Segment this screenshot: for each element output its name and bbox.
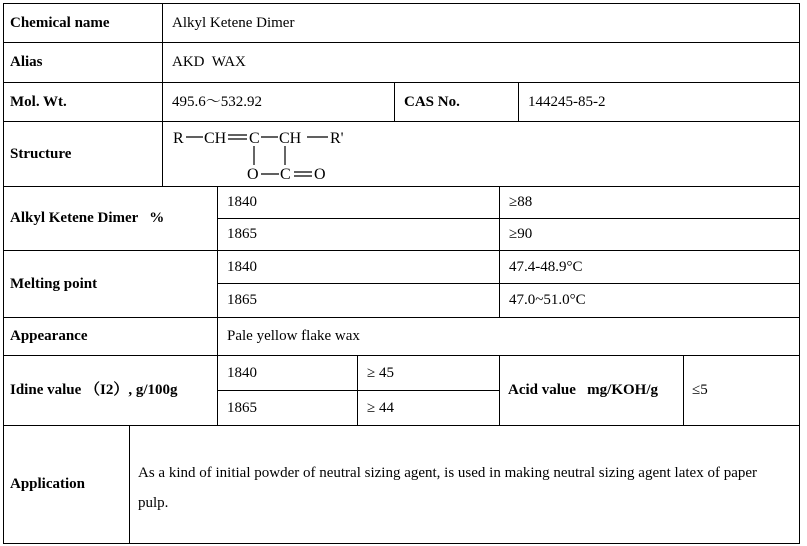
iodine-grade-1840: 1840 bbox=[227, 364, 257, 381]
cas-value: 144245-85-2 bbox=[528, 93, 606, 110]
chemical-name-label: Chemical name bbox=[10, 14, 110, 31]
row-divider bbox=[3, 317, 800, 318]
melting-value-1865: 47.0~51.0°C bbox=[509, 292, 586, 308]
table-border-left bbox=[3, 3, 4, 544]
cas-label: CAS No. bbox=[404, 93, 460, 110]
col-divider bbox=[518, 82, 519, 121]
row-divider bbox=[3, 250, 800, 251]
sub-row-divider bbox=[217, 390, 499, 391]
iodine-value-label: Idine value （I2）, g/100g bbox=[10, 382, 178, 398]
mol-wt-label: Mol. Wt. bbox=[10, 93, 67, 110]
structure-label: Structure bbox=[10, 145, 72, 162]
melting-value-1840: 47.4-48.9°C bbox=[509, 258, 583, 275]
row-divider bbox=[3, 425, 800, 426]
structural-formula-drawing bbox=[163, 122, 413, 186]
acid-value-label: Acid value mg/KOH/g bbox=[508, 382, 658, 398]
formula-r-prime: R' bbox=[330, 130, 344, 147]
table-border-bottom bbox=[3, 543, 800, 544]
formula-ch-2: CH bbox=[279, 130, 302, 147]
col-divider bbox=[394, 82, 395, 121]
formula-o-2: O bbox=[314, 166, 326, 183]
akd-value-1840: ≥88 bbox=[509, 194, 533, 210]
appearance-value: Pale yellow flake wax bbox=[227, 328, 360, 344]
col-divider bbox=[499, 355, 500, 425]
col-divider bbox=[683, 355, 684, 425]
chemical-name-value: Alkyl Ketene Dimer bbox=[172, 14, 295, 31]
application-label: Application bbox=[10, 476, 86, 492]
akd-percent-label: Alkyl Ketene Dimer % bbox=[10, 210, 165, 226]
structure-formula bbox=[163, 122, 799, 186]
row-divider bbox=[3, 82, 800, 83]
iodine-value-1840: ≥ 45 bbox=[367, 364, 394, 381]
appearance-label: Appearance bbox=[10, 328, 88, 344]
formula-ch-1: CH bbox=[204, 130, 227, 147]
col-divider bbox=[129, 425, 130, 544]
formula-c-2: C bbox=[280, 166, 291, 183]
alias-label: Alias bbox=[10, 54, 43, 70]
col-divider bbox=[217, 186, 218, 425]
formula-r: R bbox=[173, 130, 184, 147]
alias-value: AKD WAX bbox=[172, 54, 246, 70]
col-divider bbox=[357, 355, 358, 425]
akd-grade-1840: 1840 bbox=[227, 194, 257, 210]
acid-value: ≤5 bbox=[692, 382, 708, 398]
application-text: As a kind of initial powder of neutral sizing agent, is used in making neutral sizing agent latex of paper pulp. bbox=[138, 465, 757, 511]
melting-point-label: Melting point bbox=[10, 275, 98, 292]
table-border-right bbox=[799, 3, 800, 544]
mol-wt-value: 495.6～532.92 bbox=[172, 93, 263, 110]
melting-grade-1840: 1840 bbox=[227, 258, 257, 275]
table-border-top bbox=[3, 3, 800, 4]
iodine-grade-1865: 1865 bbox=[227, 399, 257, 416]
iodine-value-1865: ≥ 44 bbox=[367, 399, 394, 416]
akd-value-1865: ≥90 bbox=[509, 226, 533, 242]
formula-c-1: C bbox=[249, 130, 260, 147]
melting-grade-1865: 1865 bbox=[227, 292, 257, 308]
akd-grade-1865: 1865 bbox=[227, 226, 257, 242]
row-divider bbox=[3, 42, 800, 43]
col-divider bbox=[499, 186, 500, 317]
formula-o-1: O bbox=[247, 166, 259, 183]
